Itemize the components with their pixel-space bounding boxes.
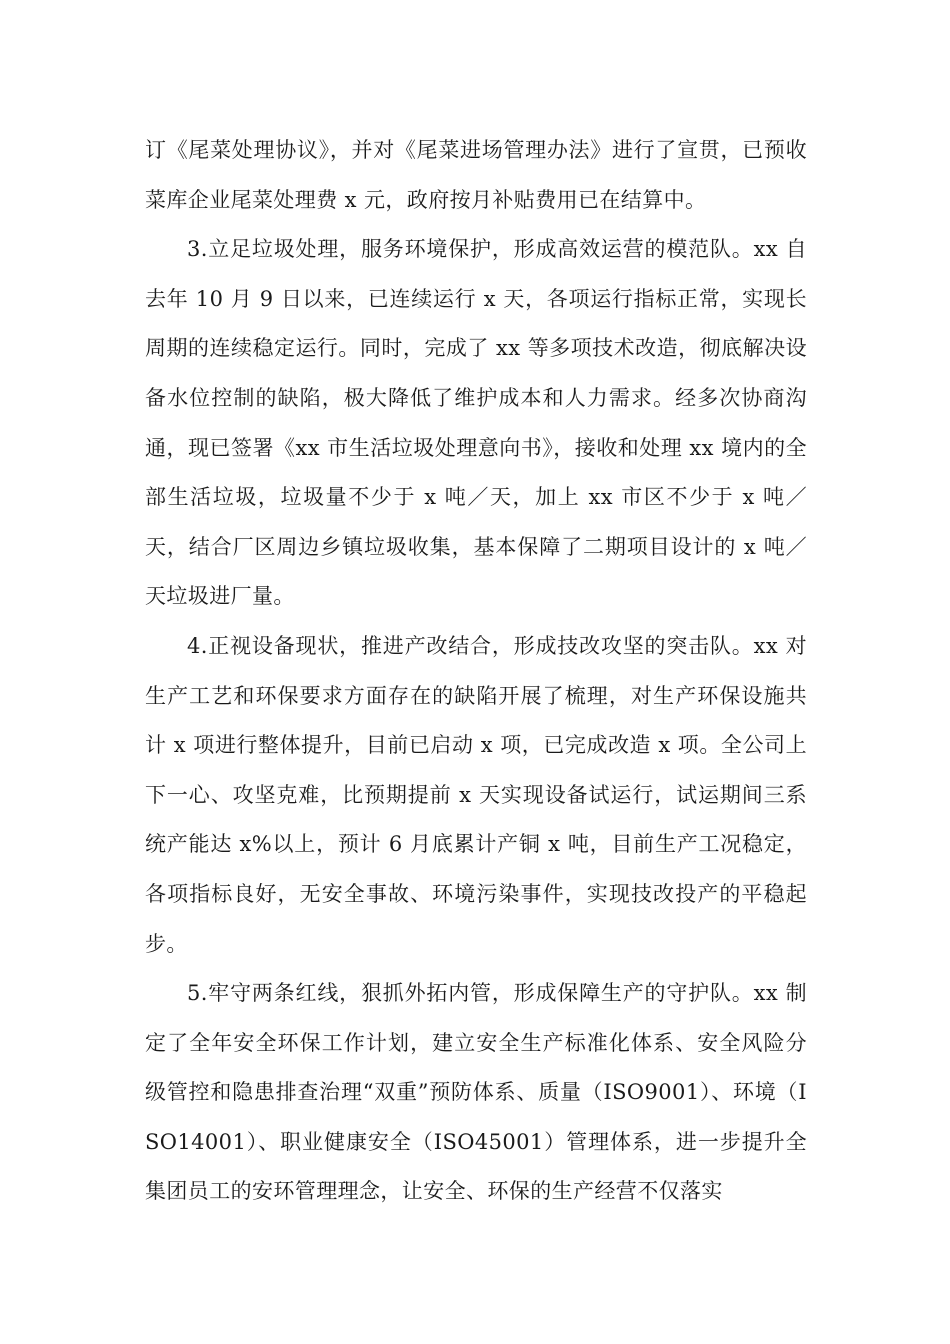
paragraph-item-5: 5.牢守两条红线，狠抓外拓内管，形成保障生产的守护队。xx 制定了全年安全环保工作计划，建立安全生产标准化体系、安全风险分级管控和隐患排查治理“双重”预防体系、质量（ISO9001）、环境（ISO14001）、职业健康安全（ISO45001）管理体系，进一步提升全集团员工的安环管理理念，让安全、环保的生产经营不仅落实 xyxy=(145,981,807,1204)
paragraph-continuation: 订《尾菜处理协议》，并对《尾菜进场管理办法》进行了宣贯，已预收菜库企业尾菜处理费 x 元，政府按月补贴费用已在结算中。 xyxy=(145,138,807,212)
paragraph-item-4: 4.正视设备现状，推进产改结合，形成技改攻坚的突击队。xx 对生产工艺和环保要求方面存在的缺陷开展了梳理，对生产环保设施共计 x 项进行整体提升，目前已启动 x 项，已完成改造 x 项。全公司上下一心、攻坚克难，比预期提前 x 天实现设备试运行，试运期间三系统产能达 x%以上，预计 6 月底累计产铜 x 吨，目前生产工况稳定，各项指标良好，无安全事故、环境污染事件，实现技改投产的平稳起步。 xyxy=(145,633,807,956)
document-body xyxy=(145,126,807,1217)
paragraph-item-3: 3.立足垃圾处理，服务环境保护，形成高效运营的模范队。xx 自去年 10 月 9 日以来，已连续运行 x 天，各项运行指标正常，实现长周期的连续稳定运行。同时，完成了 xx 等多项技术改造，彻底解决设备水位控制的缺陷，极大降低了维护成本和人力需求。经多次协商沟通，现已签署《xx 市生活垃圾处理意向书》，接收和处理 xx 境内的全部生活垃圾，垃圾量不少于 x 吨／天，加上 xx 市区不少于 x 吨／天，结合厂区周边乡镇垃圾收集，基本保障了二期项目设计的 x 吨／天垃圾进厂量。 xyxy=(145,237,807,609)
